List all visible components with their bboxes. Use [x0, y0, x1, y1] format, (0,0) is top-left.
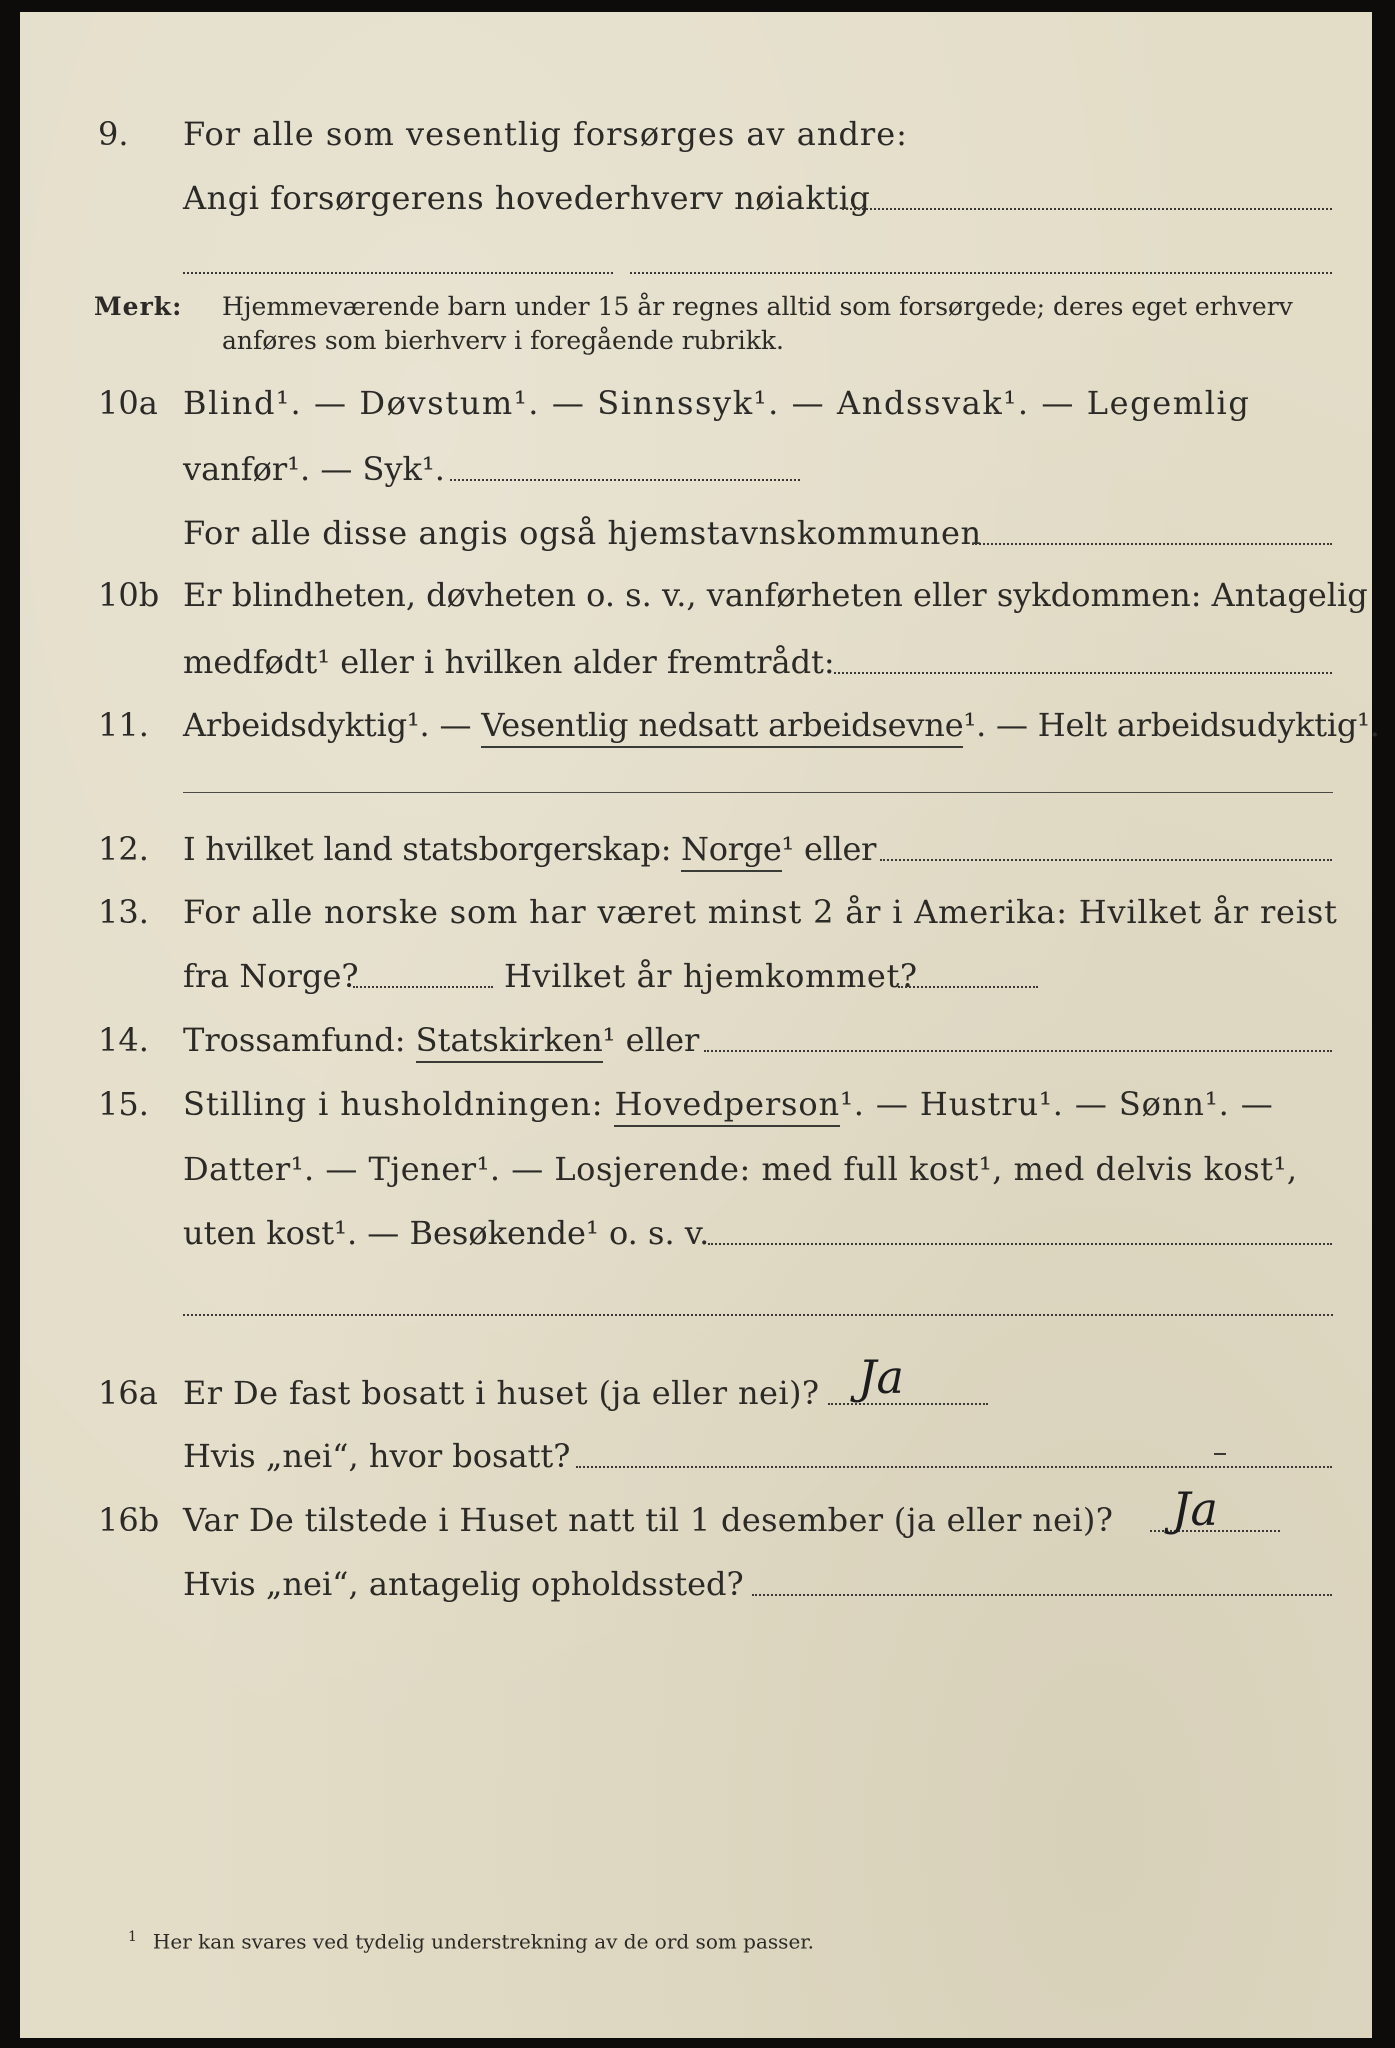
q10b-answer-line[interactable] [834, 672, 1332, 674]
q9-line1: For alle som vesentlig forsørges av andre: [183, 115, 908, 153]
q16b-line2: Hvis „nei“, antagelig opholdssted? [183, 1565, 744, 1603]
q16b-opholdssted-answer-line[interactable] [752, 1594, 1332, 1596]
q14-underlined-answer[interactable]: Statskirken [416, 1021, 603, 1063]
q10b-line2: medfødt¹ eller i hvilken alder fremtrådt: [183, 643, 835, 681]
q14-answer-line[interactable] [704, 1050, 1332, 1052]
q15-answer-line-2[interactable] [183, 1314, 1333, 1316]
q16a-handwritten-answer: Ja [858, 1350, 904, 1404]
q9-answer-line-2a[interactable] [183, 272, 613, 274]
q14-number: 14. [98, 1021, 149, 1059]
q15-line1 [183, 1084, 1274, 1124]
q11-part1: Arbeidsdyktig¹. — [183, 706, 482, 744]
q11-separator-line [183, 792, 1333, 793]
q9-number: 9. [98, 115, 129, 153]
q15-line2: Datter¹. — Tjener¹. — Losjerende: med full kost¹, med delvis kost¹, [183, 1150, 1298, 1188]
q15-line3: uten kost¹. — Besøkende¹ o. s. v. [183, 1214, 710, 1252]
q16b-handwritten-answer: Ja [1172, 1482, 1218, 1536]
q10a-syk-answer-line[interactable] [450, 479, 800, 481]
q16a-line2: Hvis „nei“, hvor bosatt? [183, 1437, 571, 1475]
q9-line2: Angi forsørgerens hovederhverv nøiaktig [183, 179, 871, 217]
q12-underlined-answer[interactable]: Norge [681, 830, 782, 872]
q15-answer-line[interactable] [708, 1243, 1332, 1245]
q11-number: 11. [98, 706, 149, 744]
q10b-line1: Er blindheten, døvheten o. s. v., vanførheten eller sykdommen: Antagelig [183, 576, 1368, 614]
footnote [128, 1923, 814, 1956]
q16a-line1: Er De fast bosatt i huset (ja eller nei)? [183, 1374, 820, 1412]
q15-number: 15. [98, 1085, 149, 1123]
q16a-number: 16a [98, 1374, 158, 1412]
q15-part1: Stilling i husholdningen: [183, 1085, 615, 1123]
q9-answer-line-2b[interactable] [630, 272, 1332, 274]
q16a-bosatt-answer-line[interactable] [576, 1466, 1332, 1468]
q13-part-b: Hvilket år hjemkommet? [504, 957, 918, 995]
q11-part2: ¹. — Helt arbeidsudyktig¹. [963, 706, 1380, 744]
q10a-line1: Blind¹. — Døvstum¹. — Sinnssyk¹. — Andssvak¹. — Legemlig [183, 384, 1251, 422]
q15-underlined-answer[interactable]: Hovedperson [614, 1085, 840, 1127]
merk-line2: anføres som bierhverv i foregående rubrikk. [222, 326, 784, 355]
census-form-page [20, 12, 1380, 2038]
q14-text [183, 1020, 699, 1060]
q10a-number: 10a [98, 384, 158, 422]
q12-part2: ¹ eller [781, 830, 877, 868]
q13-line1: For alle norske som har været minst 2 år i Amerika: Hvilket år reist [183, 893, 1338, 931]
q15-part2: ¹. — Hustru¹. — Sønn¹. — [840, 1085, 1274, 1123]
q12-number: 12. [98, 830, 149, 868]
q9-answer-line[interactable] [842, 208, 1332, 210]
q12-part1: I hvilket land statsborgerskap: [183, 830, 682, 868]
q13-part-a: fra Norge? [183, 957, 359, 995]
q10a-kommune-answer-line[interactable] [972, 543, 1332, 545]
q13-hjemkommet-answer-line[interactable] [898, 986, 1038, 988]
q11-underlined-answer[interactable]: Vesentlig nedsatt arbeidsevne [481, 706, 963, 748]
q14-part2: ¹ eller [602, 1021, 700, 1059]
q16a-tick-mark [1214, 1453, 1226, 1455]
q16b-line1: Var De tilstede i Huset natt til 1 desember (ja eller nei)? [183, 1501, 1114, 1539]
merk-label: Merk: [94, 292, 183, 321]
q16a-answer-line[interactable] [828, 1403, 988, 1405]
q12-text [183, 829, 876, 869]
q10a-line3: For alle disse angis også hjemstavnskommunen [183, 514, 982, 552]
q10b-number: 10b [98, 576, 160, 614]
q10a-line2: vanfør¹. — Syk¹. [183, 450, 445, 488]
footnote-mark: 1 [128, 1929, 137, 1945]
q16b-number: 16b [98, 1501, 160, 1539]
q11-text [183, 705, 1380, 745]
q13-reist-answer-line[interactable] [353, 986, 493, 988]
footnote-text: Her kan svares ved tydelig understrekning av de ord som passer. [152, 1929, 814, 1954]
q12-answer-line[interactable] [880, 859, 1332, 861]
q13-number: 13. [98, 893, 149, 931]
q14-part1: Trossamfund: [183, 1021, 416, 1059]
merk-line1: Hjemmeværende barn under 15 år regnes alltid som forsørgede; deres eget erhverv [222, 292, 1293, 321]
